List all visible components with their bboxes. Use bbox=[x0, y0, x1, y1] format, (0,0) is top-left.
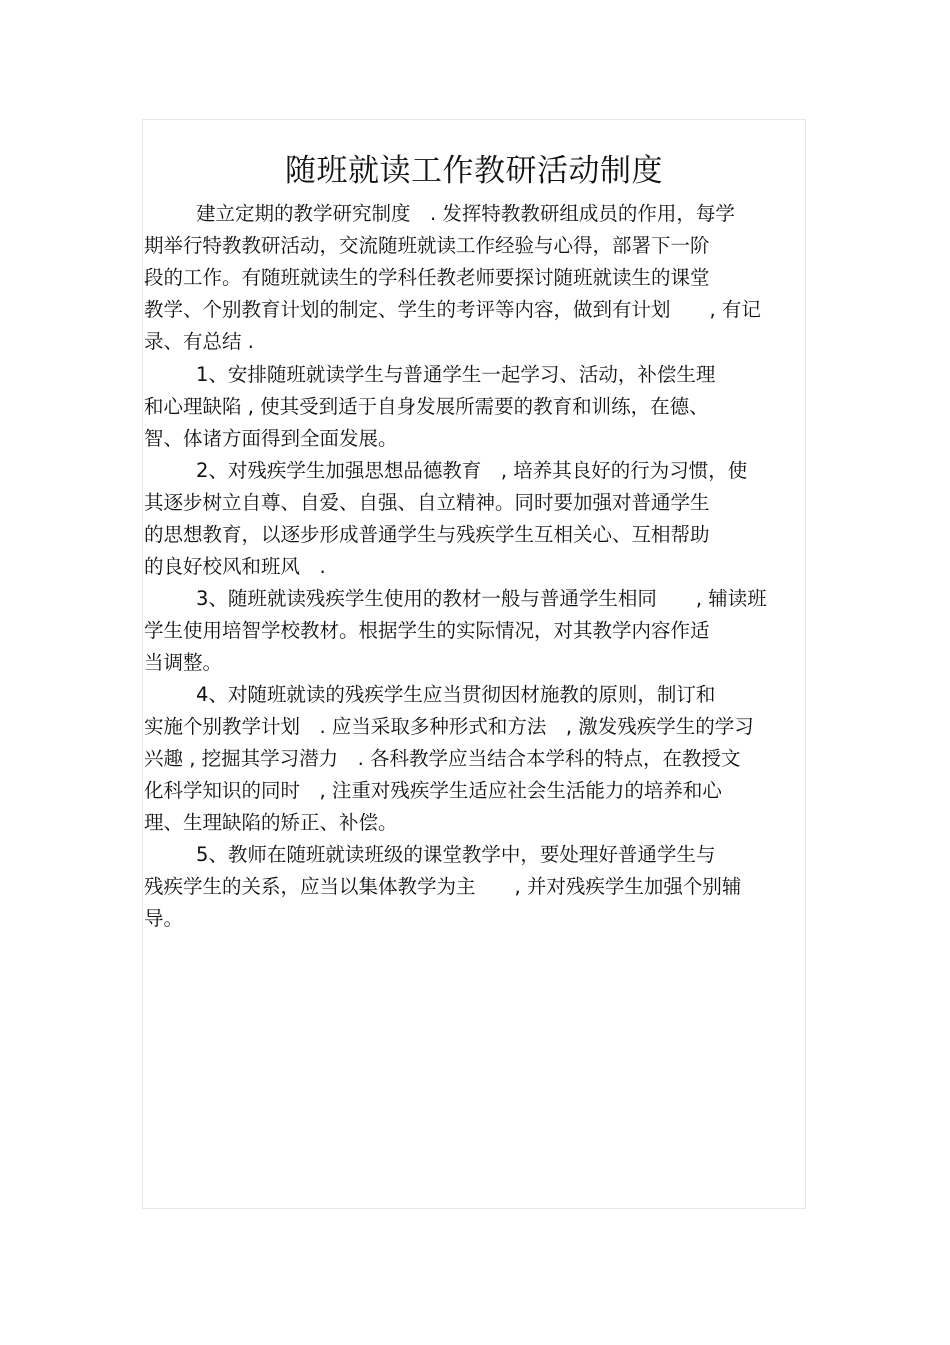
text-line: 教学、个别教育计划的制定、学生的考评等内容，做到有计划 , 有记 bbox=[144, 298, 761, 321]
text-line: 4、对随班就读的残疾学生应当贯彻因材施教的原则，制订和 bbox=[196, 683, 716, 706]
text-line: 段的工作。有随班就读生的学科任教老师要探讨随班就读生的课堂 bbox=[144, 266, 710, 289]
text-line: 3、随班就读残疾学生使用的教材一般与普通学生相同 , 辅读班 bbox=[196, 587, 767, 610]
text-line: 期举行特教教研活动，交流随班就读工作经验与心得，部署下一阶 bbox=[144, 234, 710, 257]
text-line: 建立定期的教学研究制度 . 发挥特教教研组成员的作用，每学 bbox=[196, 202, 735, 225]
text-line: 实施个别教学计划 . 应当采取多种形式和方法 , 激发残疾学生的学习 bbox=[144, 715, 754, 738]
text-line: 5、教师在随班就读班级的课堂教学中，要处理好普通学生与 bbox=[196, 843, 716, 866]
text-line: 学生使用培智学校教材。根据学生的实际情况，对其教学内容作适 bbox=[144, 619, 710, 642]
text-line: 的思想教育，以逐步形成普通学生与残疾学生互相关心、互相帮助 bbox=[144, 523, 710, 546]
text-line: 和心理缺陷 , 使其受到适于自身发展所需要的教育和训练，在德、 bbox=[144, 395, 709, 418]
text-line: 2、对残疾学生加强思想品德教育 , 培养其良好的行为习惯，使 bbox=[196, 459, 748, 482]
document-title: 随班就读工作教研活动制度 bbox=[285, 153, 663, 189]
text-line: 导。 bbox=[144, 907, 184, 930]
text-line: 当调整。 bbox=[144, 651, 223, 674]
text-line: 智、体诸方面得到全面发展。 bbox=[144, 427, 398, 450]
text-line: 其逐步树立自尊、自爱、自强、自立精神。同时要加强对普通学生 bbox=[144, 491, 710, 514]
text-line: 理、生理缺陷的矫正、补偿。 bbox=[144, 811, 398, 834]
text-line: 录、有总结 . bbox=[144, 330, 254, 353]
text-line: 化科学知识的同时 , 注重对残疾学生适应社会生活能力的培养和心 bbox=[144, 779, 722, 802]
text-line: 残疾学生的关系，应当以集体教学为主 , 并对残疾学生加强个别辅 bbox=[144, 875, 742, 898]
text-line: 1、安排随班就读学生与普通学生一起学习、活动，补偿生理 bbox=[196, 363, 716, 386]
text-line: 的良好校风和班风 . bbox=[144, 555, 326, 578]
text-line: 兴趣 , 挖掘其学习潜力 . 各科教学应当结合本学科的特点，在教授文 bbox=[144, 747, 741, 770]
